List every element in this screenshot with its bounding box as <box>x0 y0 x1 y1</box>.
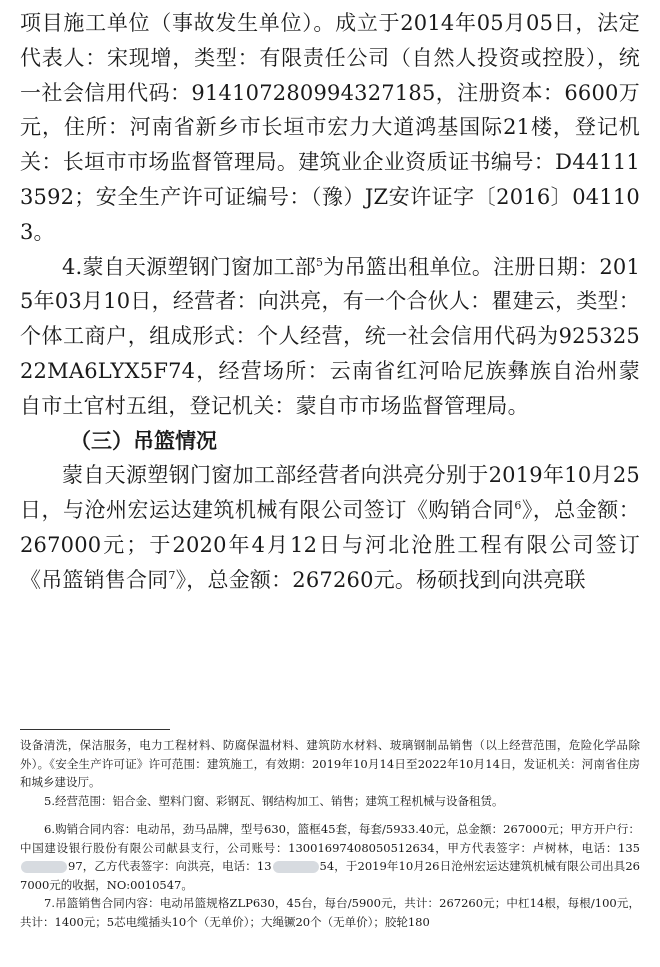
footnote-ref-6[interactable]: 6 <box>514 499 522 513</box>
paragraph-lessor <box>20 250 640 424</box>
footnote-6 <box>20 820 640 894</box>
footnote-ref-5[interactable]: 5 <box>316 255 324 269</box>
lessor-text-start: 4.蒙自天源塑钢门窗加工部 <box>62 254 317 279</box>
contracts-text-1: 蒙自天源塑钢门窗加工部经营者向洪亮分别于2019年10月25日，与沧州宏运达建筑机械有限公司签订《购销合同 <box>20 463 640 523</box>
footnote-ref-7[interactable]: 7 <box>168 568 176 582</box>
contracts-text-2: 》，总金额：267000元；于2020年4月12日与河北沧胜工程有限公司签订《吊篮销售合同 <box>20 498 640 592</box>
contracts-text-3: 》，总金额：267260元。杨硕找到向洪亮联 <box>175 567 586 592</box>
paragraph-gondola-contracts <box>20 458 640 597</box>
redacted-phone-blur <box>273 861 319 873</box>
footnote-7: 7.吊篮销售合同内容：电动吊篮规格ZLP630，45台，每台/5900元，共计：267260元；中杠14根，每根/100元，共计：1400元；5芯电缆插头10个（无单价）；大绳镢20个（无单价）；胶轮180 <box>20 896 640 929</box>
footnote-gap <box>20 810 640 820</box>
lessor-text-end: 为吊篮出租单位。注册日期：2015年03月10日，经营者：向洪亮，有一个合伙人：瞿建云，类型：个体工商户，组成形式：个人经营，统一社会信用代码为92532522MA6LYX5F74，经营场所：云南省红河哈尼族彝族自治州蒙自市土官村五组，登记机关：蒙自市市场监督管理局。 <box>20 254 641 418</box>
footnote-5: 5.经营范围：铝合金、塑料门窗、彩钢瓦、钢结构加工、销售；建筑工程机械与设备租赁。 <box>44 793 504 808</box>
footnote-divider <box>20 729 170 730</box>
redacted-phone-blur <box>21 861 67 873</box>
main-body <box>20 6 640 598</box>
footnotes <box>20 736 640 931</box>
footnote-6-part-c: 54，于2019年10月26日沧州宏运达建筑机械有限公司出具267000元的收据，NO:0010547。 <box>20 859 640 892</box>
footnote-6-part-b: 97，乙方代表签字：向洪亮，电话：13 <box>68 859 272 873</box>
footnote-continued: 设备清洗，保洁服务，电力工程材料、防腐保温材料、建筑防水材料、玻璃钢制品销售（以上经营范围，危险化学品除外）。《安全生产许可证》许可范围：建筑施工，有效期：2019年10月14日至2022年10月14日，发证机关：河南省住房和城乡建设厅。 <box>20 738 640 789</box>
footnote-6-part-a: 6.购销合同内容：电动吊，劲马品牌，型号630，篮框45套，每套/5933.40元，总金额：267000元；甲方开户行：中国建设银行股份有限公司献县支行，公司账号：13001697408050512634，甲方代表签字：卢树林，电话：135 <box>20 822 640 855</box>
paragraph-construction-unit: 项目施工单位（事故发生单位）。成立于2014年05月05日，法定代表人：宋现增，类型：有限责任公司（自然人投资或控股），统一社会信用代码：914107280994327185，注册资本：6600万元，住所：河南省新乡市长垣市宏力大道鸿基国际21楼，登记机关：长垣市市场监督管理局。建筑业企业资质证书编号：D441113592；安全生产许可证编号：（豫）JZ安许证字〔2016〕041103。 <box>20 11 640 244</box>
section-heading-gondola: （三）吊篮情况 <box>70 428 217 453</box>
